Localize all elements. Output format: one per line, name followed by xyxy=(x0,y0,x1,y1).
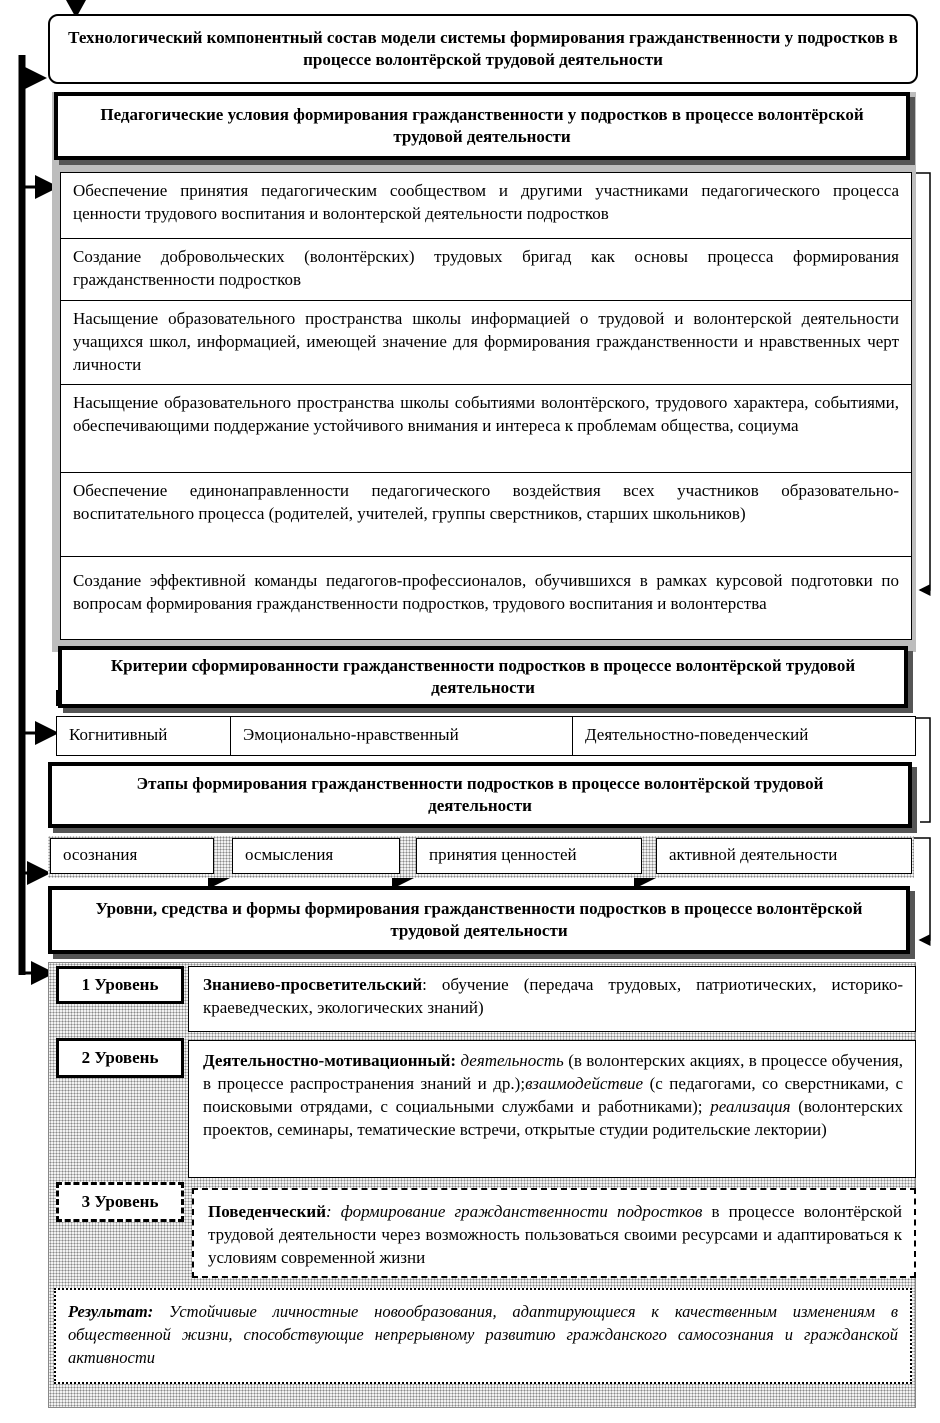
conditions-header xyxy=(54,92,910,160)
condition-item: Создание добровольческих (волонтёрских) трудовых бригад как основы процесса формирования гражданственности подростков xyxy=(61,239,911,301)
condition-item: Насыщение образовательного пространства школы событиями волонтёрского, трудового характера, событиями, обеспечивающими поддержание устойчивого внимания и интереса к проблемам общества, социума xyxy=(61,385,911,473)
levels-header xyxy=(48,886,910,954)
criteria-header xyxy=(58,646,908,708)
levels-header-text: Уровни, средства и формы формирования гражданственности подростков в процессе волонтёрской трудовой деятельности xyxy=(95,899,863,940)
condition-item: Создание эффективной команды педагогов-профессионалов, обучившихся в рамках курсовой подготовки по вопросам формирования гражданственности подростков, трудового воспитания и волонтерства xyxy=(73,571,899,613)
level-2-label: 2 Уровень xyxy=(56,1038,184,1078)
level-2-description: Деятельностно-мотивационный: деятельность (в волонтерских акциях, в процессе обучения, в процессе распространения знаний и др.);взаимодействие (с педагогами, со сверстниками, с поисковыми отрядами, с социальными службами и работниками); реализация (волонтерских проектов, семинары, тематические встречи, открытые студии родительские лектории) xyxy=(188,1040,916,1178)
condition-item: Обеспечение единонаправленности педагогического воздействия всех участников образовательно-воспитательного процесса (родителей, учителей, группы сверстников, старших школьников) xyxy=(61,473,911,557)
level-3-label: 3 Уровень xyxy=(56,1182,184,1222)
stage-item: осмысления xyxy=(232,838,400,874)
condition-item: Обеспечение принятия педагогическим сообществом и другими участниками педагогического процесса ценности трудового воспитания и волонтерской деятельности подростков xyxy=(61,173,911,239)
criteria-header-text: Критерии сформированности гражданственности подростков в процессе волонтёрской трудовой деятельности xyxy=(110,656,856,697)
level-3-description: Поведенческий: формирование гражданственности подростков в процессе волонтёрской трудовой деятельности через возможность пользоваться своими ресурсами и адаптироваться к условиям современной жизни xyxy=(192,1188,916,1278)
conditions-list xyxy=(60,172,912,640)
criterion-activity: Деятельностно-поведенческий xyxy=(572,716,916,756)
stage-item: осознания xyxy=(50,838,214,874)
level-1-label: 1 Уровень xyxy=(56,966,184,1004)
level-1-description: Знаниево-просветительский: обучение (передача трудовых, патриотических, историко-краеведческих, экологических знаний) xyxy=(188,966,916,1032)
result-box: Результат: Устойчивые личностные новообразования, адаптирующиеся к качественным изменениям в общественной жизни, способствующие непрерывному развитию гражданского самосознания и гражданской активности xyxy=(54,1288,912,1384)
criterion-cognitive: Когнитивный xyxy=(56,716,232,756)
stages-header xyxy=(48,762,912,828)
condition-item: Насыщение образовательного пространства школы информацией о трудовой и волонтерской деятельности учащихся школ, информацией, имеющей значение для формирования гражданственности и нравственных черт личности xyxy=(61,301,911,385)
right-bracket-3 xyxy=(912,838,930,940)
criterion-emotional: Эмоционально-нравственный xyxy=(230,716,574,756)
stages-header-text: Этапы формирования гражданственности подростков в процессе волонтёрской трудовой деятельности xyxy=(136,774,824,815)
title-text: Технологический компонентный состав модели системы формирования гражданственности у подростков в процессе волонтёрской трудовой деятельности xyxy=(68,28,898,69)
stage-item: принятия ценностей xyxy=(416,838,642,874)
conditions-header-text: Педагогические условия формирования гражданственности у подростков в процессе волонтёрской трудовой деятельности xyxy=(100,105,864,146)
title-box xyxy=(48,14,918,84)
stage-item: активной деятельности xyxy=(656,838,912,874)
